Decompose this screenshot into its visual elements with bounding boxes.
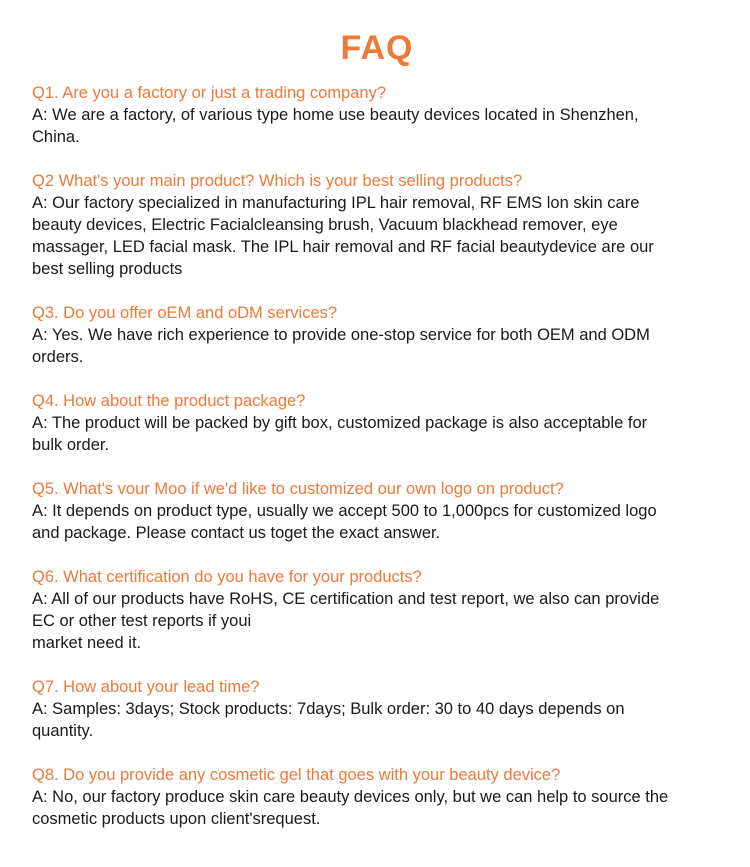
answer-line: and package. Please contact us toget the exact answer. — [32, 524, 441, 542]
faq-answer — [32, 698, 722, 742]
faq-answer — [32, 412, 722, 456]
faq-answer — [32, 192, 722, 280]
faq-answer — [32, 104, 722, 148]
faq-question: Q4. How about the product package? — [32, 392, 306, 410]
answer-line: A: Samples: 3days; Stock products: 7days; Bulk order: 30 to 40 days depends on — [32, 700, 625, 718]
answer-line: massager, LED facial mask. The IPL hair removal and RF facial beautydevice are our — [32, 238, 654, 256]
faq-item-q8 — [32, 764, 722, 830]
answer-line: A: We are a factory, of various type home use beauty devices located in Shenzhen, — [32, 106, 639, 124]
answer-line: A: Yes. We have rich experience to provide one-stop service for both OEM and ODM — [32, 326, 650, 344]
faq-item-q6 — [32, 566, 722, 654]
faq-question: Q3. Do you offer oEM and oDM services? — [32, 304, 338, 322]
faq-question: Q2 What's your main product? Which is your best selling products? — [32, 172, 523, 190]
page-title: FAQ — [340, 29, 414, 67]
answer-line: orders. — [32, 348, 84, 366]
answer-line: A: Our factory specialized in manufacturing IPL hair removal, RF EMS lon skin care — [32, 194, 640, 212]
faq-question: Q5. What's vour Moo if we'd like to customized our own logo on product? — [32, 480, 564, 498]
answer-line: best selling products — [32, 260, 183, 278]
faq-item-q3 — [32, 302, 722, 368]
faq-question: Q7. How about your lead time? — [32, 678, 260, 696]
faq-answer — [32, 588, 722, 654]
faq-item-q1 — [32, 82, 722, 148]
answer-line: China. — [32, 128, 80, 146]
faq-answer — [32, 786, 722, 830]
faq-answer — [32, 324, 722, 368]
answer-line: A: It depends on product type, usually we accept 500 to 1,000pcs for customized logo — [32, 502, 657, 520]
faq-item-q7 — [32, 676, 722, 742]
answer-line: quantity. — [32, 722, 94, 740]
faq-item-q5 — [32, 478, 722, 544]
faq-question: Q8. Do you provide any cosmetic gel that goes with your beauty device? — [32, 766, 561, 784]
faq-answer — [32, 500, 722, 544]
answer-line: A: The product will be packed by gift box, customized package is also acceptable for — [32, 414, 648, 432]
faq-list — [32, 82, 722, 830]
answer-line: cosmetic products upon client'srequest. — [32, 810, 321, 828]
faq-item-q2 — [32, 170, 722, 280]
faq-question: Q1. Are you a factory or just a trading company? — [32, 84, 387, 102]
answer-line: A: All of our products have RoHS, CE certification and test report, we also can provide — [32, 590, 660, 608]
answer-line: A: No, our factory produce skin care beauty devices only, but we can help to source the — [32, 788, 669, 806]
faq-question: Q6. What certification do you have for your products? — [32, 568, 422, 586]
answer-line: bulk order. — [32, 436, 110, 454]
answer-line: EC or other test reports if youi — [32, 612, 252, 630]
faq-item-q4 — [32, 390, 722, 456]
answer-line: market need it. — [32, 634, 142, 652]
answer-line: beauty devices, Electric Facialcleansing brush, Vacuum blackhead remover, eye — [32, 216, 618, 234]
